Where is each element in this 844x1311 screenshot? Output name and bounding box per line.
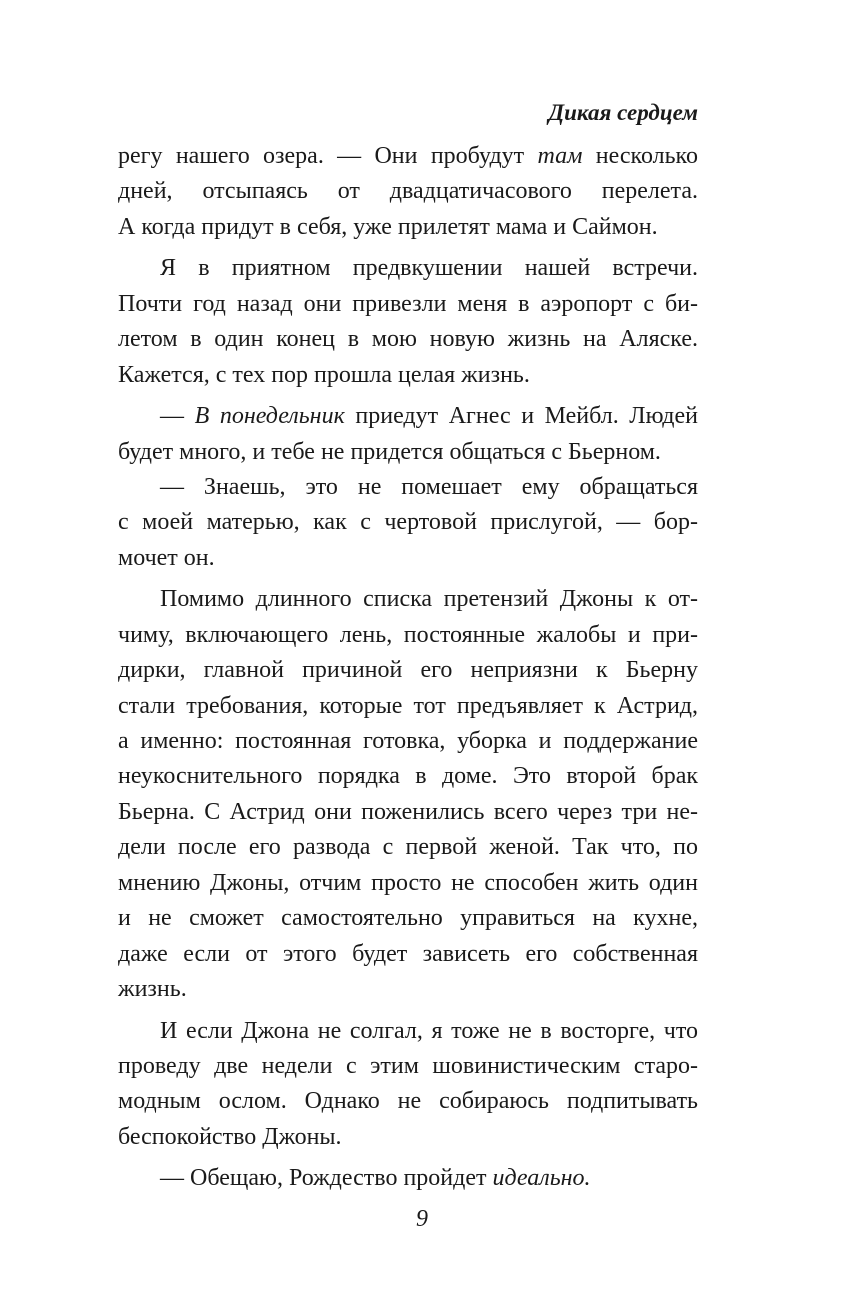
text-line	[118, 541, 698, 576]
text-segment: дирки, главной причиной его неприязни к Бьерну	[118, 657, 698, 684]
text-segment: мнению Джоны, отчим просто не способен жить один	[118, 869, 698, 896]
text-segment: и не сможет самостоятельно управиться на кухне,	[118, 905, 698, 932]
text-line	[118, 505, 698, 540]
text-segment: — Обещаю, Рождество пройдет	[160, 1165, 493, 1192]
text-segment: Помимо длинного списка претензий Джоны к от-	[160, 586, 698, 613]
text-segment: — Знаешь, это не помешает ему обращаться	[160, 473, 698, 500]
italic-text: В понедельник	[194, 403, 345, 430]
text-line	[118, 724, 698, 759]
text-segment: летом в один конец в мою новую жизнь на Аляске.	[118, 326, 698, 353]
text-segment: даже если от этого будет зависеть его собственная	[118, 940, 698, 967]
text-line	[118, 358, 698, 393]
text-segment: будет много, и тебе не придется общаться с Бьерном.	[118, 438, 661, 465]
text-segment: А когда придут в себя, уже прилетят мама и Саймон.	[118, 213, 658, 240]
text-line	[118, 435, 698, 470]
text-line	[118, 287, 698, 322]
text-segment: И если Джона не солгал, я тоже не в восторге, что	[160, 1017, 698, 1044]
text-line	[118, 830, 698, 865]
text-segment: дней, отсыпаясь от двадцатичасового перелета.	[118, 178, 698, 205]
text-line	[118, 689, 698, 724]
text-line	[118, 139, 698, 174]
text-line	[118, 866, 698, 901]
text-segment: регу нашего озера. — Они пробудут	[118, 143, 538, 169]
italic-text: идеально.	[492, 1165, 591, 1192]
text-segment: неукоснительного порядка в доме. Это второй брак	[118, 763, 698, 790]
text-segment: проведу две недели с этим шовинистическим старо-	[118, 1052, 698, 1079]
text-segment: —	[160, 403, 195, 430]
text-segment: Кажется, с тех пор прошла целая жизнь.	[118, 361, 530, 388]
text-line	[118, 1084, 698, 1119]
text-segment: дели после его развода с первой женой. Так что, по	[118, 834, 698, 861]
text-line	[118, 972, 698, 1007]
text-line	[118, 653, 698, 688]
text-line	[118, 322, 698, 357]
text-line	[118, 618, 698, 653]
text-line	[118, 399, 698, 434]
text-line	[118, 470, 698, 505]
text-line	[118, 937, 698, 972]
running-head: Дикая сердцем	[548, 100, 698, 125]
text-line	[118, 1120, 698, 1155]
text-line	[118, 759, 698, 794]
text-segment: чиму, включающего лень, постоянные жалобы и при-	[118, 621, 698, 648]
text-segment: стали требования, которые тот предъявляет к Астрид,	[118, 692, 698, 719]
italic-text: там	[537, 143, 583, 169]
text-line	[118, 1049, 698, 1084]
text-line	[118, 1161, 698, 1196]
text-line	[118, 174, 698, 209]
text-segment: а именно: постоянная готовка, уборка и поддержание	[118, 728, 698, 754]
text-segment: Бьерна. С Астрид они поженились всего через три не-	[118, 798, 698, 825]
text-segment: Почти год назад они привезли меня в аэропорт с би-	[118, 290, 698, 317]
text-segment: приедут Агнес и Мейбл. Людей	[344, 403, 699, 430]
text-segment: беспокойство Джоны.	[118, 1123, 342, 1150]
text-line	[118, 901, 698, 936]
text-segment: жизнь.	[118, 976, 187, 1003]
page-number: 9	[416, 1206, 428, 1232]
text-line	[118, 795, 698, 830]
text-segment: несколько	[582, 143, 698, 169]
text-segment: Я в приятном предвкушении нашей встречи.	[160, 255, 698, 282]
text-line	[118, 1014, 698, 1049]
body-text	[118, 139, 698, 1197]
text-line	[118, 582, 698, 617]
text-segment: модным ослом. Однако не собираюсь подпитывать	[118, 1088, 698, 1115]
text-segment: с моей матерью, как с чертовой прислугой, — бор-	[118, 509, 698, 536]
text-line	[118, 251, 698, 286]
text-segment: мочет он.	[118, 544, 215, 571]
text-line	[118, 210, 698, 245]
